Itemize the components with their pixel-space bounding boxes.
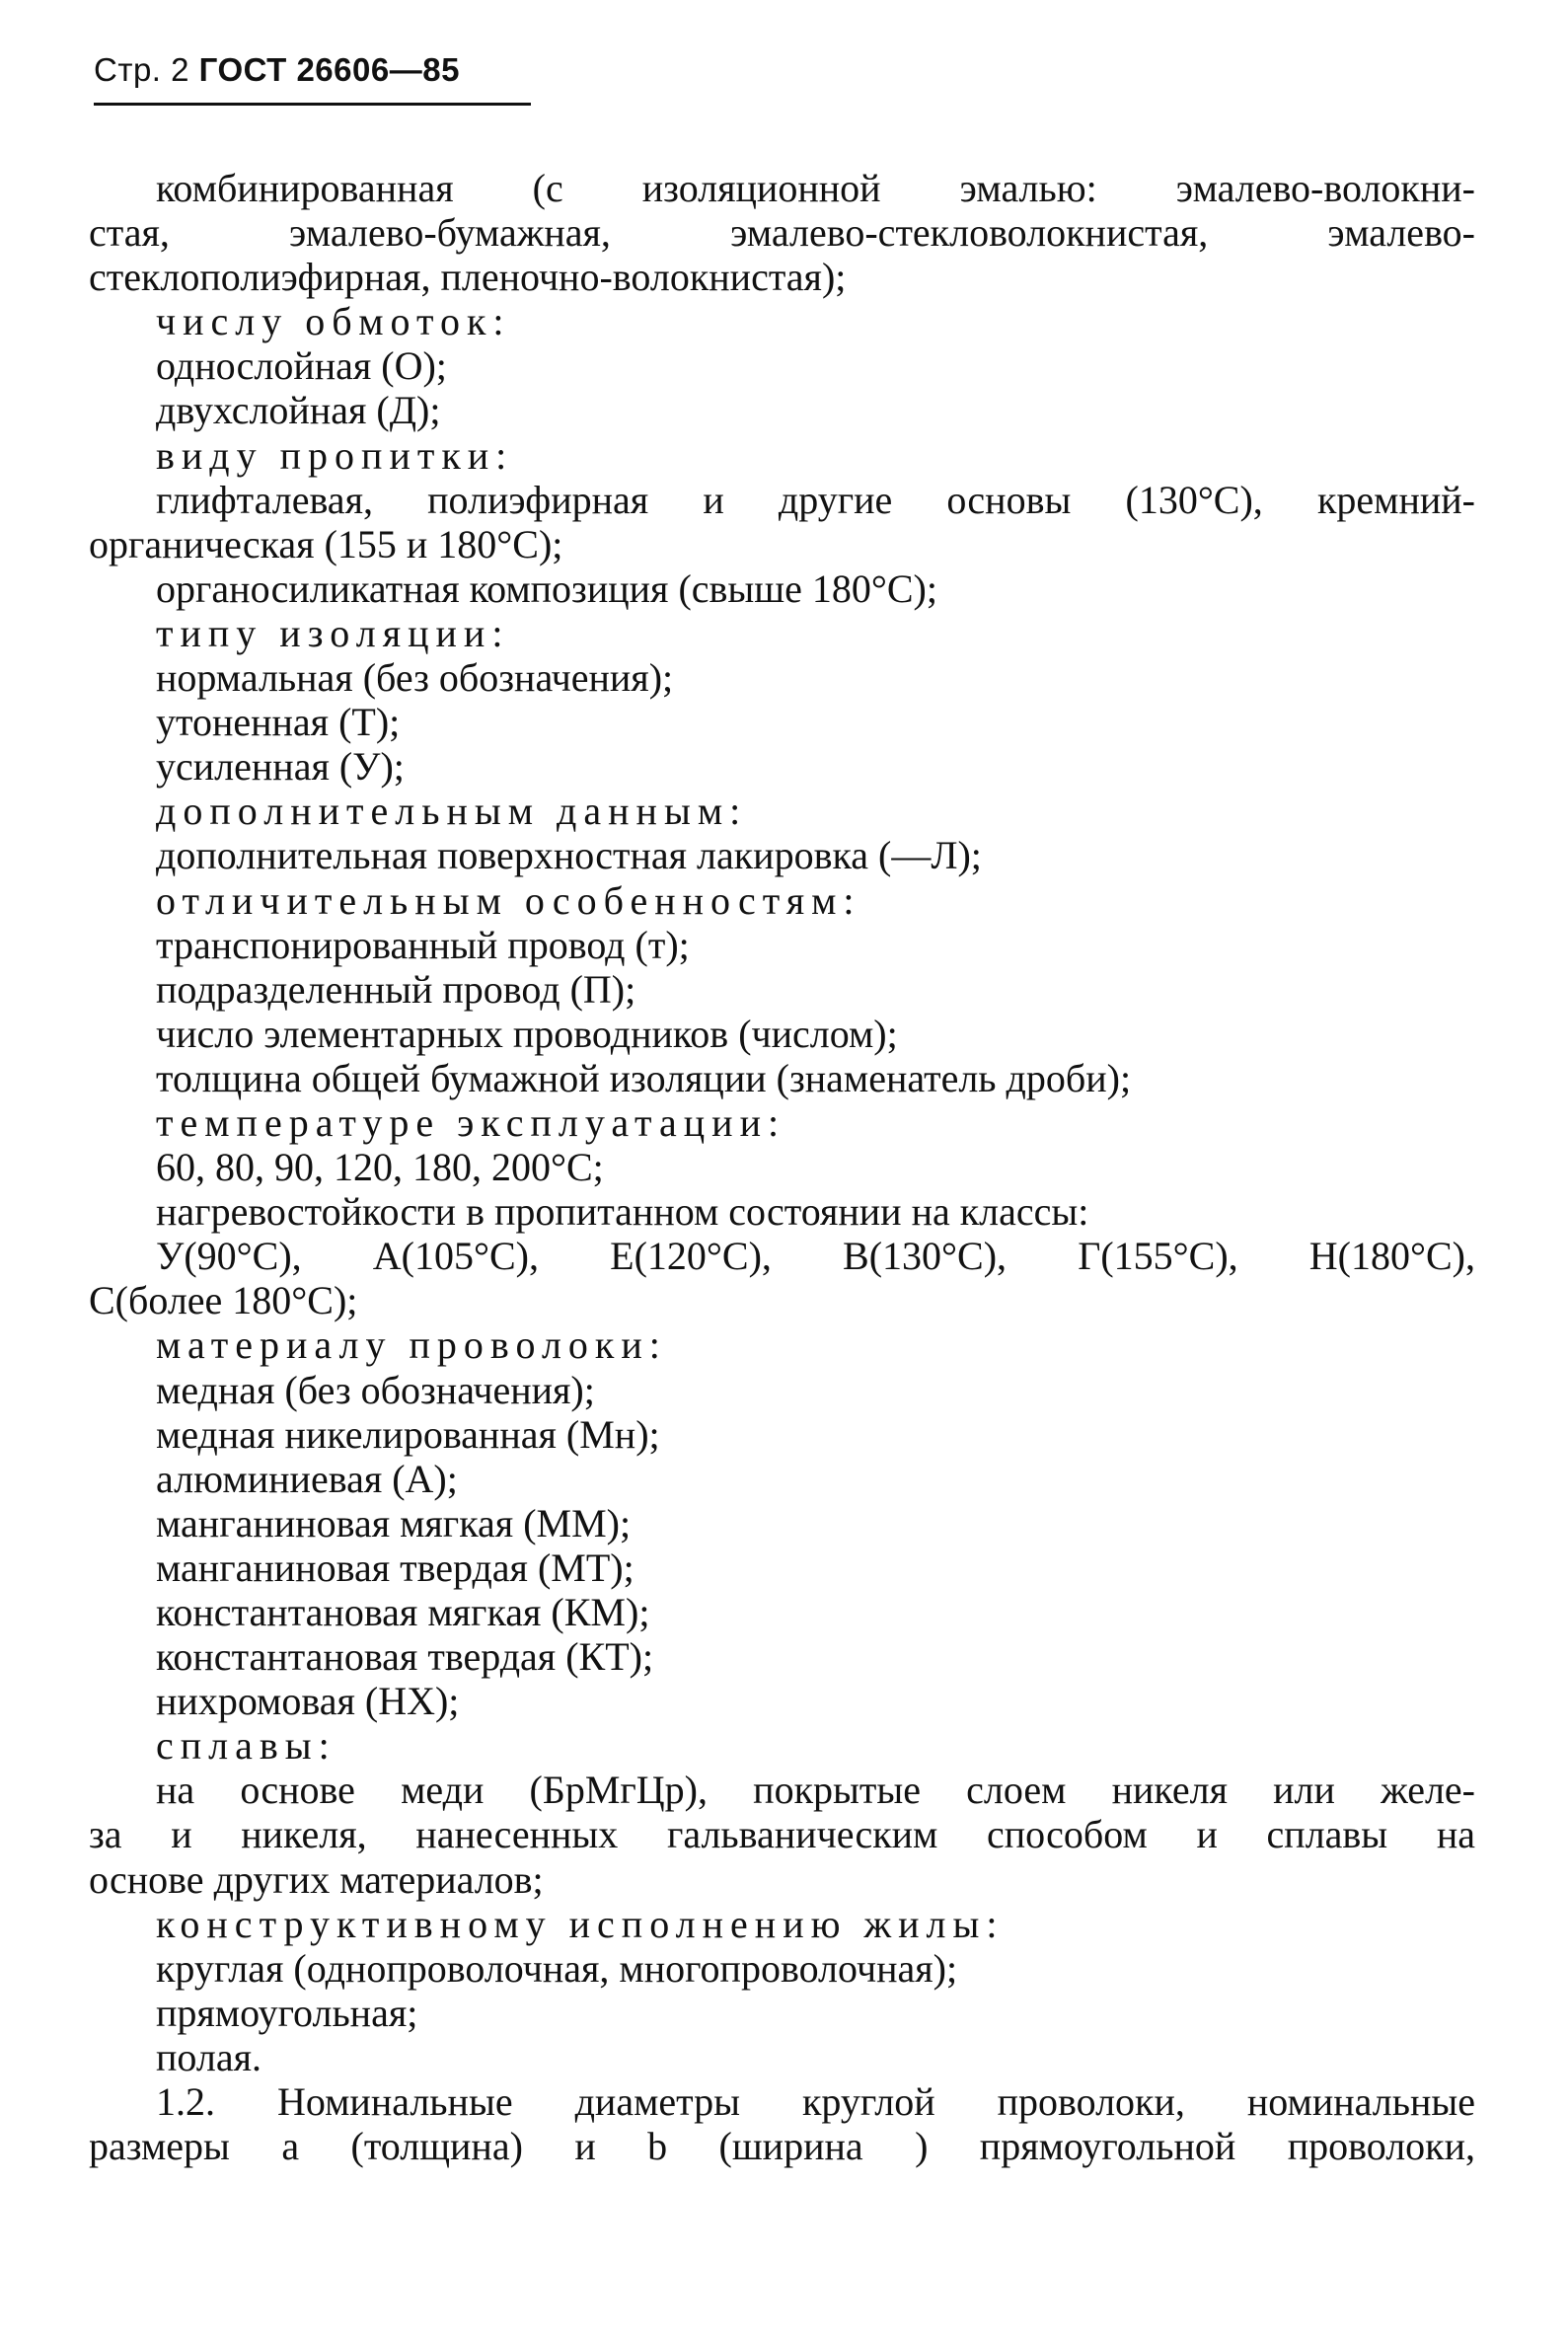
section-heading-line: материалу проволоки: bbox=[156, 1322, 667, 1368]
section-heading-line: сплавы: bbox=[156, 1723, 336, 1769]
text-line: утоненная (Т); bbox=[156, 700, 401, 745]
text-line: дополнительная поверхностная лакировка (—Л); bbox=[156, 833, 982, 878]
text-line: медная никелированная (Мн); bbox=[156, 1411, 660, 1457]
text-line: алюминиевая (А); bbox=[156, 1456, 458, 1501]
text-line: 60, 80, 90, 120, 180, 200°С; bbox=[156, 1145, 604, 1190]
text-line: медная (без обозначения); bbox=[156, 1367, 595, 1412]
section-heading-line: дополнительным данным: bbox=[156, 789, 748, 834]
text-line: число элементарных проводников (числом); bbox=[156, 1011, 898, 1056]
page-header bbox=[94, 51, 460, 89]
text-line: константановая мягкая (КМ); bbox=[156, 1590, 650, 1634]
text-line: однослойная (О); bbox=[156, 343, 447, 389]
text-line: усиленная (У); bbox=[156, 744, 405, 790]
text-line: глифталевая, полиэфирная и другие основы (130°С), кремний- bbox=[156, 477, 1475, 522]
text-line: нагревостойкости в пропитанном состоянии на классы: bbox=[156, 1189, 1089, 1235]
section-heading-line: виду пропитки: bbox=[156, 432, 514, 478]
section-heading-line: типу изоляции: bbox=[156, 610, 510, 655]
text-line: стеклополиэфирная, пленочно-волокнистая); bbox=[89, 255, 847, 300]
text-line: нормальная (без обозначения); bbox=[156, 655, 674, 701]
text-line: нихромовая (НХ); bbox=[156, 1679, 460, 1724]
text-line: константановая твердая (КТ); bbox=[156, 1634, 654, 1680]
text-line: подразделенный провод (П); bbox=[156, 966, 636, 1012]
document-body bbox=[89, 166, 1475, 2168]
text-line: стая, эмалево-бумажная, эмалево-стекловолокнистая, эмалево- bbox=[89, 210, 1475, 256]
page-number-label: Стр. 2 bbox=[94, 51, 189, 88]
text-line: за и никеля, нанесенных гальваническим способом и сплавы на bbox=[89, 1812, 1475, 1857]
text-line: круглая (однопроволочная, многопроволочная); bbox=[156, 1945, 958, 1991]
section-heading-line: температуре эксплуатации: bbox=[156, 1099, 786, 1145]
text-line: У(90°С), А(105°С), Е(120°С), В(130°С), Г(155°С), Н(180°С), bbox=[156, 1234, 1475, 1279]
section-heading-line: отличительным особенностям: bbox=[156, 877, 861, 923]
section-heading-line: конструктивному исполнению жилы: bbox=[156, 1901, 1005, 1946]
text-line: манганиновая твердая (МТ); bbox=[156, 1545, 635, 1590]
text-line: полая. bbox=[156, 2034, 261, 2079]
standard-number: ГОСТ 26606—85 bbox=[198, 51, 460, 88]
text-line: на основе меди (БрМгЦр), покрытые слоем никеля или желе- bbox=[156, 1768, 1475, 1813]
text-line: прямоугольная; bbox=[156, 1990, 418, 2035]
section-heading-line: числу обмоток: bbox=[156, 299, 511, 344]
text-line: основе других материалов; bbox=[89, 1856, 544, 1902]
text-line: С(более 180°С); bbox=[89, 1278, 358, 1323]
text-line: органическая (155 и 180°С); bbox=[89, 521, 563, 566]
text-line: манганиновая мягкая (ММ); bbox=[156, 1500, 632, 1545]
text-line: комбинированная (с изоляционной эмалью: эмалево-волокни- bbox=[156, 166, 1475, 210]
text-line: 1.2. Номинальные диаметры круглой проволоки, номинальные bbox=[156, 2079, 1475, 2125]
text-line: двухслойная (Д); bbox=[156, 388, 441, 433]
text-line: транспонированный провод (т); bbox=[156, 922, 690, 967]
text-line: органосиликатная композиция (свыше 180°С); bbox=[156, 565, 937, 611]
text-line: толщина общей бумажной изоляции (знаменатель дроби); bbox=[156, 1055, 1132, 1100]
header-rule bbox=[94, 103, 531, 106]
text-line: размеры a (толщина) и b (ширина ) прямоугольной проволоки, bbox=[89, 2124, 1475, 2169]
